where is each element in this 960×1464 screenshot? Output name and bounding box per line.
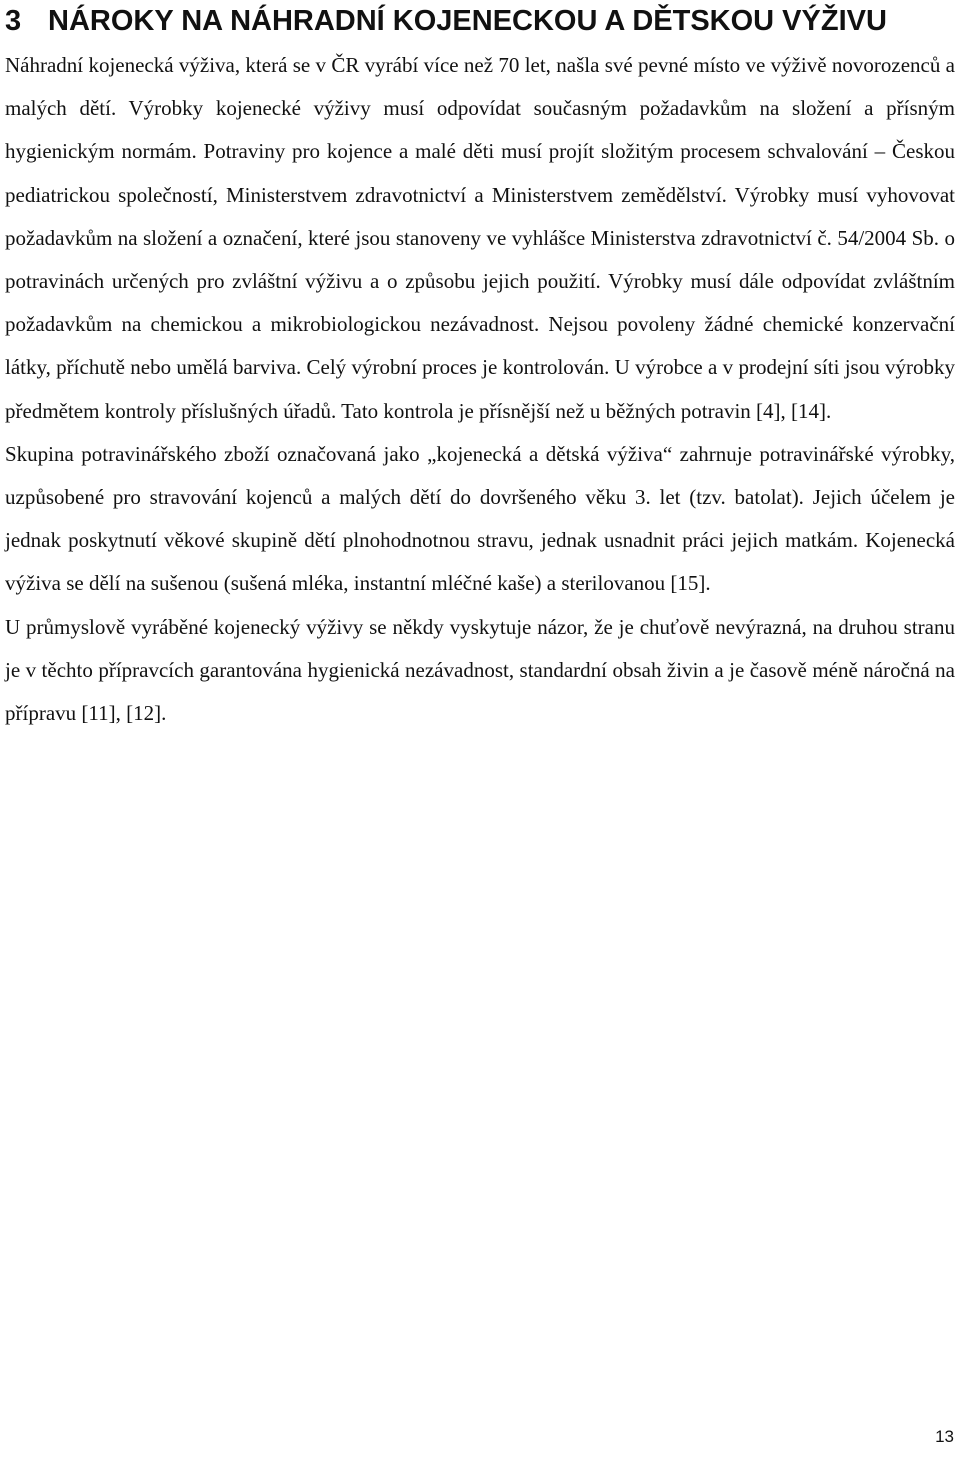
page-number: 13 — [935, 1427, 954, 1446]
paragraph-requirements: Náhradní kojenecká výživa, která se v ČR vyrábí více než 70 let, našla své pevné místo ve výživě novorozenců a malých dětí. Výrobky kojenecké výživy musí odpovídat současným požadavkům na složení a přísným hygienickým normám. Potraviny pro kojence a malé děti musí projít složitým procesem schvalování – Českou pediatrickou společností, Ministerstvem zdravotnictví a Ministerstvem zemědělství. Výrobky musí vyhovovat požadavkům na složení a označení, které jsou stanoveny ve vyhlášce Ministerstva zdravotnictví č. 54/2004 Sb. o potravinách určených pro zvláštní výživu a o způsobu jejich použití. Výrobky musí dále odpovídat zvláštním požadavkům na chemickou a mikrobiologickou nezávadnost. Nejsou povoleny žádné chemické konzervační látky, příchutě nebo umělá barviva. Celý výrobní proces je kontrolován. U výrobce a v prodejní síti jsou výrobky předmětem kontroly příslušných úřadů. Tato kontrola je přísnější než u běžných potravin [4], [14]. — [5, 53, 955, 423]
chapter-number: 3 — [5, 5, 22, 37]
chapter-heading — [5, 2, 955, 40]
paragraph-industrial-production: U průmyslově vyráběné kojenecký výživy se někdy vyskytuje názor, že je chuťově nevýrazná, na druhou stranu je v těchto přípravcích garantována hygienická nezávadnost, standardní obsah živin a je časově méně náročná na přípravu [11], [12]. — [5, 614, 955, 726]
body-text — [5, 44, 955, 735]
chapter-title: NÁROKY NA NÁHRADNÍ KOJENECKOU A DĚTSKOU VÝŽIVU — [48, 5, 887, 37]
paragraph-product-group: Skupina potravinářského zboží označovaná jako „kojenecká a dětská výživa“ zahrnuje potravinářské výrobky, uzpůsobené pro stravování kojenců a malých dětí do dovršeného věku 3. let (tzv. batolat). Jejich účelem je jednak poskytnutí věkové skupině dětí plnohodnotnou stravu, jednak usnadnit práci jejich matkám. Kojenecká výživa se dělí na sušenou (sušená mléka, instantní mléčné kaše) a sterilovanou [15]. — [5, 441, 955, 596]
